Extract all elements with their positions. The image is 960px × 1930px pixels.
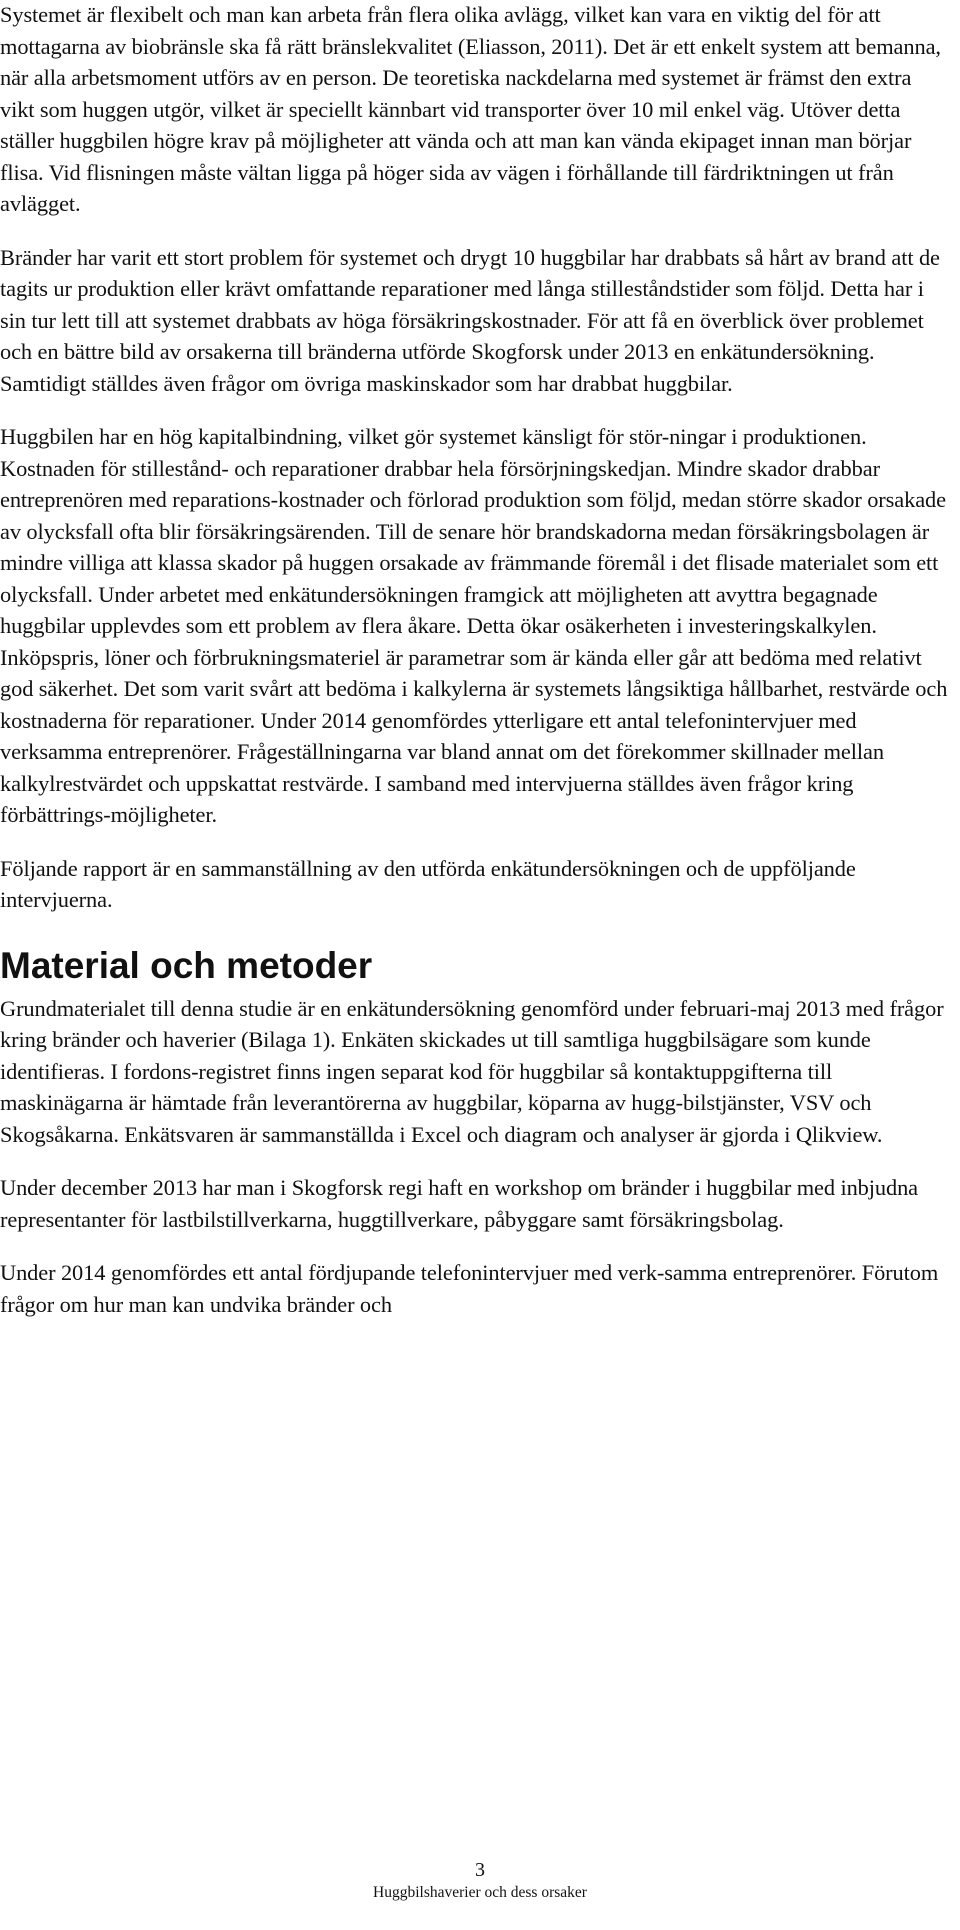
paragraph-section-2: Under december 2013 har man i Skogforsk regi haft en workshop om bränder i huggbilar med inbjudna representanter för lastbilstillverkarna, huggtillverkare, påbyggare samt försäkringsbolag. <box>0 1175 919 1232</box>
paragraph-intro-3: Huggbilen har en hög kapitalbindning, vilket gör systemet känsligt för stör-ningar i produktionen. Kostnaden för stillestånd- och reparationer drabbar hela försörjningskedjan. Mindre skador drabbar entreprenören med reparations-kostnader och förlorad produktion som följd, medan större skador orsakade av olycksfall ofta blir försäkringsärenden. Till de senare hör brandskadorna medan försäkringsbolagen är mindre villiga att klassa skador på huggen orsakade av främmande föremål i det flisade materialet som ett olycksfall. Under arbetet med enkätundersökningen framgick att möjligheten att avyttra begagnade huggbilar upplevdes som ett problem av flera åkare. Detta ökar osäkerheten i investeringskalkylen. Inköpspris, löner och förbrukningsmateriel är parametrar som är kända eller går att bedöma med relativt god säkerhet. Det som varit svårt att bedöma i kalkylerna är systemets långsiktiga hållbarhet, restvärde och kostnaderna för reparationer. Under 2014 genomfördes ytterligare ett antal telefonintervjuer med verksamma entreprenörer. Frågeställningarna var bland annat om det förekommer skillnader mellan kalkylrestvärdet och uppskattat restvärde. I samband med intervjuerna ställdes även frågor kring förbättrings-möjligheter. <box>0 424 948 827</box>
section-heading: Material och metoder <box>0 944 373 986</box>
page-number: 3 <box>475 1859 485 1881</box>
paragraph-intro-1: Systemet är flexibelt och man kan arbeta från flera olika avlägg, vilket kan vara en viktig del för att mottagarna av biobränsle ska få rätt bränslekvalitet (Eliasson, 2011). Det är ett enkelt system att bemanna, när alla arbetsmoment utförs av en person. De teoretiska nackdelarna med systemet är främst den extra vikt som huggen utgör, vilket är speciellt kännbart vid transporter över 10 mil enkel väg. Utöver detta ställer huggbilen högre krav på möjligheter att vända och att man kan vända ekipaget innan man börjar flisa. Vid flisningen måste vältan ligga på höger sida av vägen i förhållande till färdriktningen ut från avlägget. <box>0 2 941 216</box>
paragraph-section-1: Grundmaterialet till denna studie är en enkätundersökning genomförd under februari-maj 2013 med frågor kring bränder och haverier (Bilaga 1). Enkäten skickades ut till samtliga huggbilsägare som kunde identifieras. I fordons-registret finns ingen separat kod för huggbilar så kontaktuppgifterna till maskinägarna är hämtade från leverantörerna av huggbilar, köparna av hugg-bilstjänster, VSV och Skogsåkarna. Enkätsvaren är sammanställda i Excel och diagram och analyser är gjorda i Qlikview. <box>0 995 944 1147</box>
paragraph-intro-2: Bränder har varit ett stort problem för systemet och drygt 10 huggbilar har drabbats så hårt av brand att de tagits ur produktion eller krävt omfattande reparationer med långa stilleståndstider som följd. Detta har i sin tur lett till att systemet drabbats av höga försäkringskostnader. För att få en överblick över problemet och en bättre bild av orsakerna till bränderna utförde Skogforsk under 2013 en enkätundersökning. Samtidigt ställdes även frågor om övriga maskinskador som har drabbat huggbilar. <box>0 244 940 396</box>
page-footer <box>0 1858 960 1904</box>
footer-title: Huggbilshaverier och dess orsaker <box>373 1884 587 1901</box>
paragraph-section-3: Under 2014 genomfördes ett antal fördjupande telefonintervjuer med verk-samma entreprenörer. Förutom frågor om hur man kan undvika bränder och <box>0 1260 939 1317</box>
paragraph-intro-4: Följande rapport är en sammanställning av den utförda enkätundersökningen och de uppföljande intervjuerna. <box>0 855 856 912</box>
